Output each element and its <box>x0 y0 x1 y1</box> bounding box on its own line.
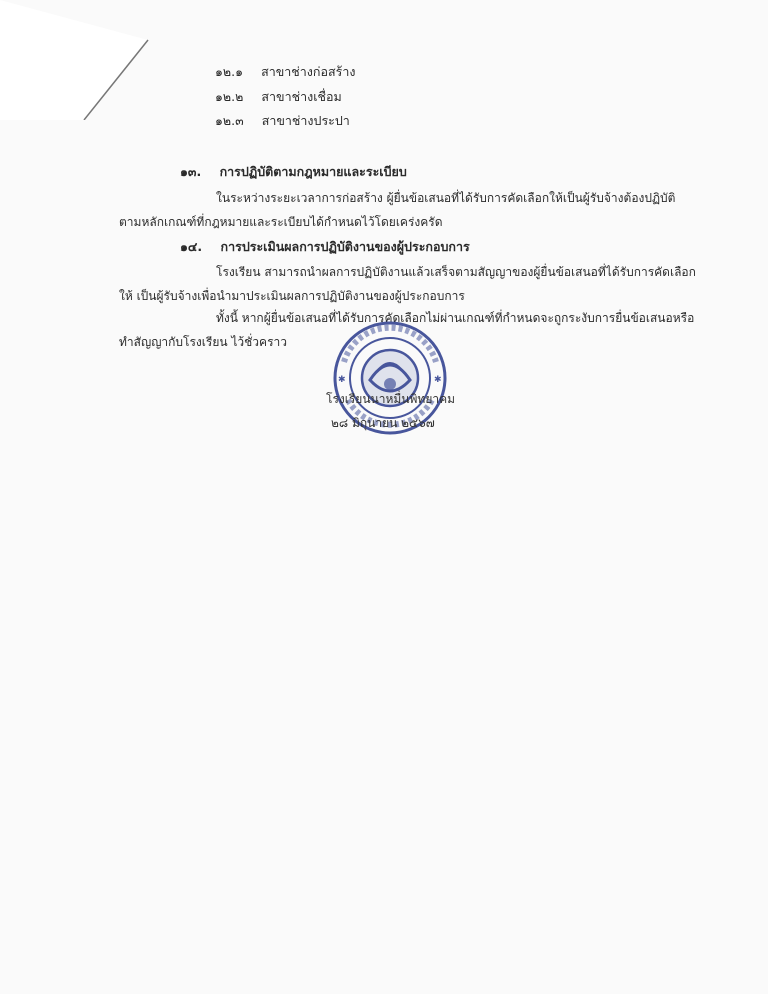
paragraph-line: ทำสัญญากับโรงเรียน ไว้ชั่วคราว <box>119 335 287 349</box>
section-number: ๑๓. <box>180 164 202 179</box>
section-heading <box>180 166 407 179</box>
section-title: การปฏิบัติตามกฎหมายและระเบียบ <box>219 164 407 179</box>
list-item <box>215 115 350 128</box>
section-title: การประเมินผลการปฏิบัติงานของผู้ประกอบการ <box>220 239 470 254</box>
list-item <box>215 91 342 104</box>
paragraph-line: ในระหว่างระยะเวลาการก่อสร้าง ผู้ยื่นข้อเสนอที่ได้รับการคัดเลือกให้เป็นผู้รับจ้างต้องปฏิบัติ <box>216 191 676 205</box>
paragraph-line: ตามหลักเกณฑ์ที่กฎหมายและระเบียบได้กำหนดไว้โดยเคร่งครัด <box>119 215 443 229</box>
item-number: ๑๒.๒ <box>215 89 244 104</box>
item-number: ๑๒.๑ <box>215 64 244 79</box>
svg-text:✱: ✱ <box>434 375 442 385</box>
list-item <box>215 66 355 79</box>
item-label: สาขาช่างเชื่อม <box>261 89 342 104</box>
paragraph-line: โรงเรียน สามารถนำผลการปฏิบัติงานแล้วเสร็จตามสัญญาของผู้ยื่นข้อเสนอที่ได้รับการคัดเลือก <box>216 265 696 279</box>
svg-text:✱: ✱ <box>338 375 346 385</box>
item-number: ๑๒.๓ <box>215 113 244 128</box>
paragraph-line: ให้ เป็นผู้รับจ้างเพื่อนำมาประเมินผลการปฏิบัติงานของผู้ประกอบการ <box>119 289 465 303</box>
paragraph-line: ทั้งนี้ หากผู้ยื่นข้อเสนอที่ได้รับการคัดเลือกไม่ผ่านเกณฑ์ที่กำหนดจะถูกระงับการยื่นข้อเสนอหรือ <box>216 311 695 325</box>
section-heading <box>180 241 470 254</box>
signature-org: โรงเรียนนาหมื่นพิทยาคม <box>326 392 456 406</box>
item-label: สาขาช่างประปา <box>261 113 350 128</box>
signature-date: ๒๘ มิถุนายน ๒๕๖๗ <box>331 416 435 430</box>
item-label: สาขาช่างก่อสร้าง <box>261 64 356 79</box>
section-number: ๑๔. <box>180 239 203 254</box>
